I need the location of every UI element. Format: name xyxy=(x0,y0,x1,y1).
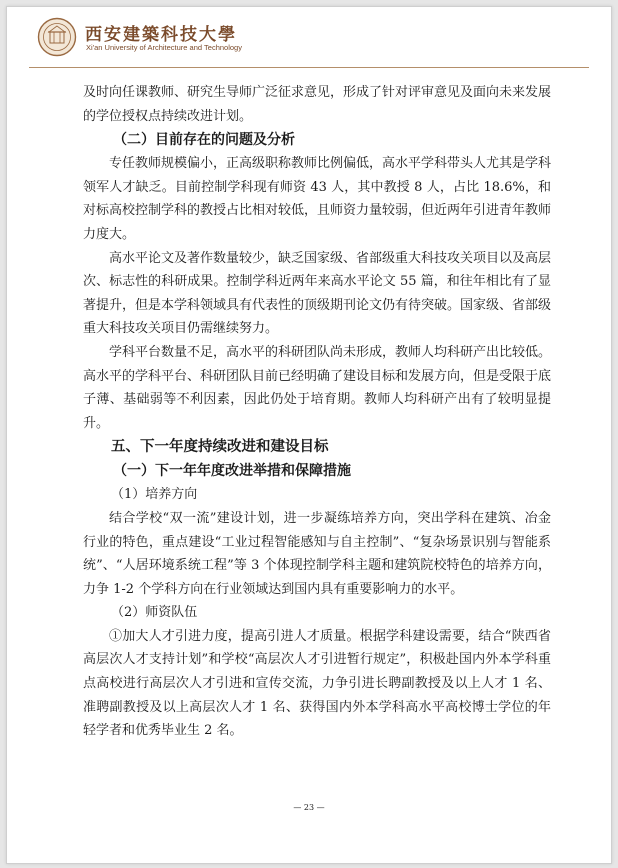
item-title-faculty: （2）师资队伍 xyxy=(111,605,198,621)
university-seal-icon xyxy=(37,17,77,57)
university-name-cn: 西安建築科技大學 xyxy=(85,25,237,45)
section-heading-measures: （一）下一年年度改进举措和保障措施 xyxy=(113,463,351,480)
issue-paragraph-1: 专任教师规模偏小，正高级职称教师比例偏低，高水平学科带头人尤其是学科领军人才缺乏。目前控制学科现有师资 43 人，其中教授 8 人，占比 18.6%，和对标高校控制学科的教授占比相对较低，且师资力量较弱，但近两年引进青年教师力度大。 xyxy=(83,156,552,242)
item-paragraph-training-direction: 结合学校“双一流”建设计划，进一步凝练培养方向，突出学科在建筑、冶金行业的特色，重点建设“工业过程智能感知与自主控制”、“复杂场景识别与智能系统”、“人居环境系统工程”等 3 个体现控制学科主题和建筑院校特色的培养方向，力争 1-2 个学科方向在行业领域达到国内具有重要影响力的水平。 xyxy=(83,510,551,597)
item-title-training-direction: （1）培养方向 xyxy=(111,487,198,503)
document-page xyxy=(6,6,612,864)
chapter-heading-5: 五、下一年度持续改进和建设目标 xyxy=(111,438,329,456)
section-heading-issues: （二）目前存在的问题及分析 xyxy=(113,132,295,149)
item-paragraph-faculty: ①加大人才引进力度，提高引进人才质量。根据学科建设需要，结合“陕西省高层次人才支持计划”和学校“高层次人才引进暂行规定”，积极赴国内外本学科重点高校进行高层次人才引进和宣传交流，力争引进长聘副教授及以上人才 1 名、准聘副教授及以上高层次人才 1 名、获得国内外本学科高水平高校博士学位的年轻学者和优秀毕业生 2 名。 xyxy=(83,628,551,739)
continuation-paragraph: 及时向任课教师、研究生导师广泛征求意见，形成了针对评审意见及面向未来发展的学位授权点持续改进计划。 xyxy=(83,85,552,124)
page-number: — 23 — xyxy=(293,803,325,812)
letterhead xyxy=(29,15,589,68)
document-body xyxy=(83,81,551,743)
issue-paragraph-2: 高水平论文及著作数量较少，缺乏国家级、省部级重大科技攻关项目以及高层次、标志性的科研成果。控制学科近两年来高水平论文 55 篇，和往年相比有了显著提升，但是本学科领域具有代表性的顶级期刊论文仍有待突破。国家级、省部级重大科技攻关项目仍需继续努力。 xyxy=(83,250,552,337)
issue-paragraph-3: 学科平台数量不足，高水平的科研团队尚未形成，教师人均科研产出比较低。高水平的学科平台、科研团队目前已经明确了建设目标和发展方向，但是受限于底子薄、基础弱等不利因素，因此仍处于培育期。教师人均科研产出有了较明显提升。 xyxy=(83,344,552,431)
university-name-en: Xi'an University of Architecture and Technology xyxy=(86,43,242,52)
